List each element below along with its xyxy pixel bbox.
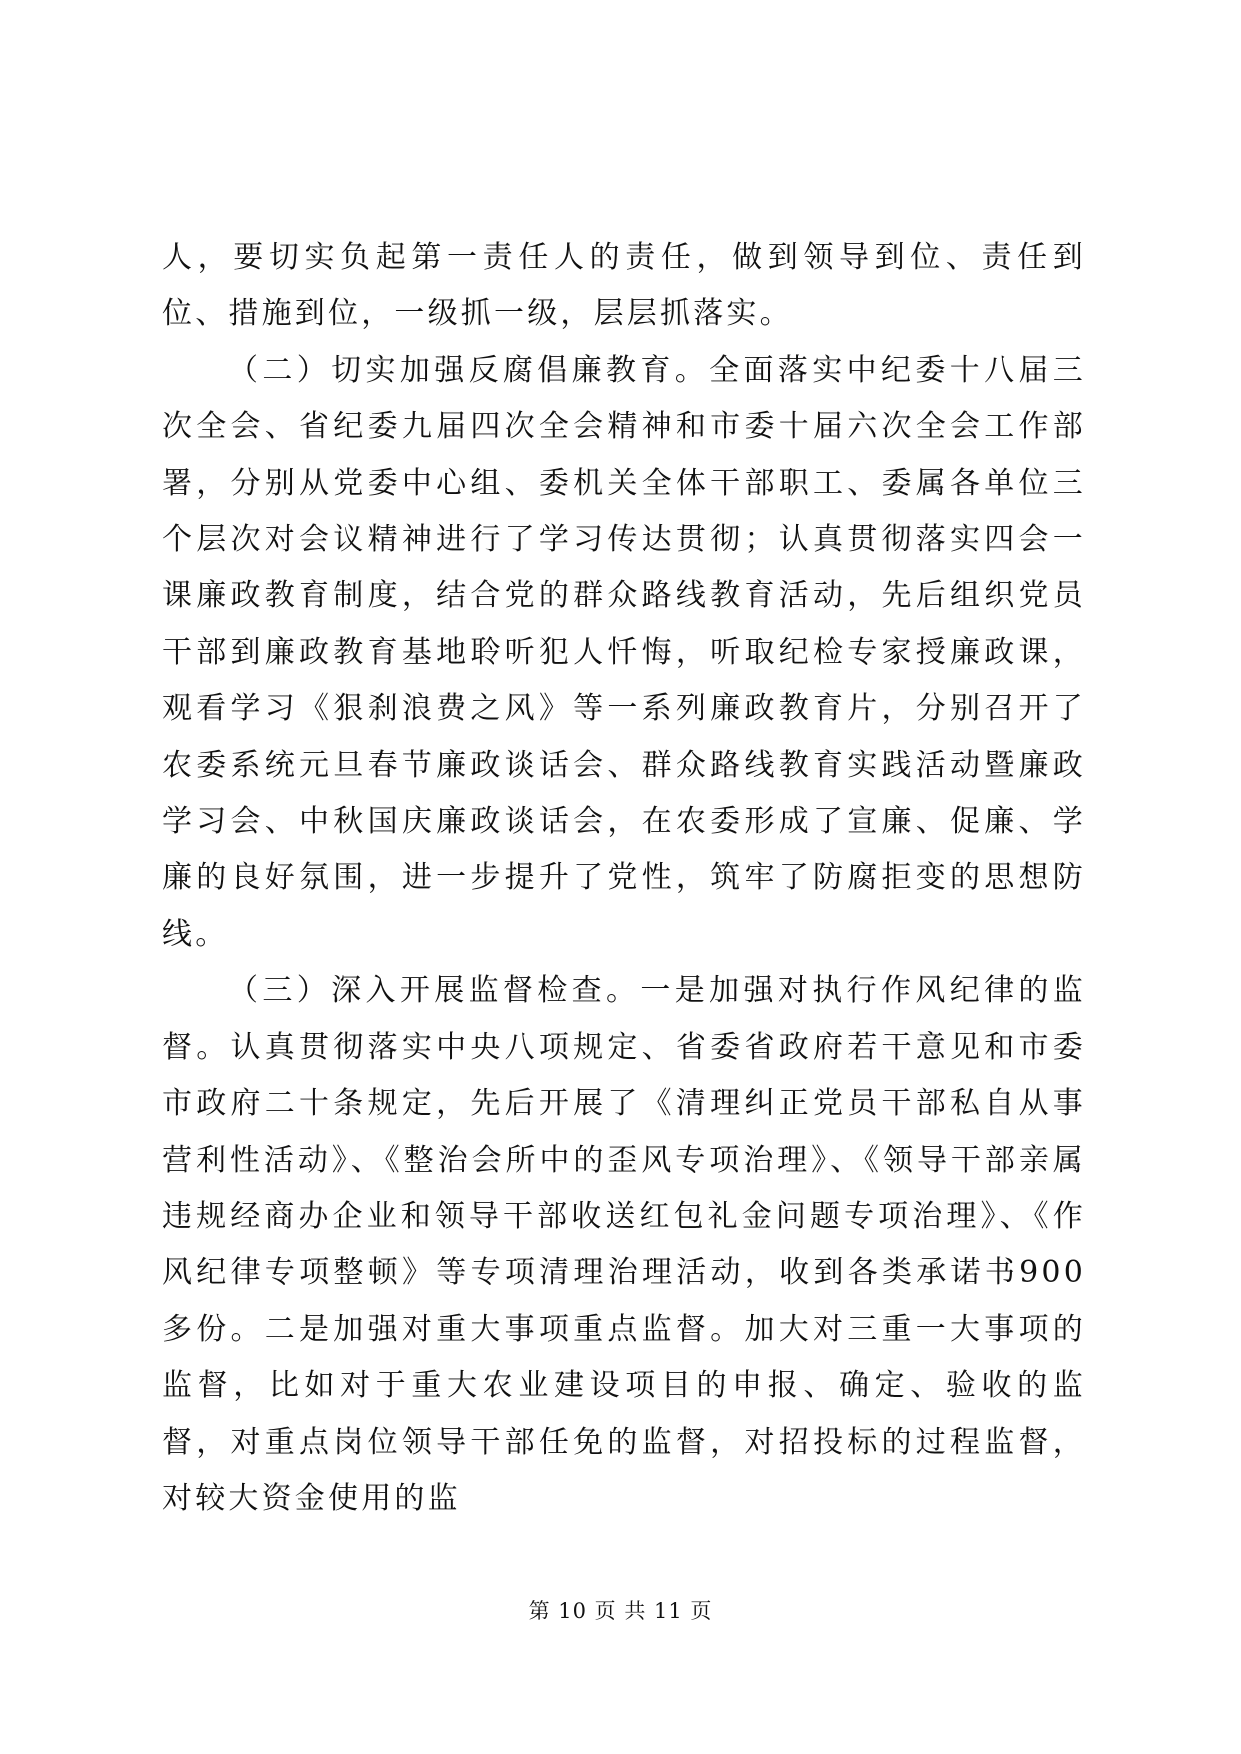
document-body xyxy=(162,230,1086,1527)
paragraph-continuation: 人，要切实负起第一责任人的责任，做到领导到位、责任到位、措施到位，一级抓一级，层层抓落实。 xyxy=(162,240,1086,332)
page-number-footer: 第 10 页 共 11 页 xyxy=(528,1599,713,1623)
paragraph-supervision-inspection: （三）深入开展监督检查。一是加强对执行作风纪律的监督。认真贯彻落实中央八项规定、省委省政府若干意见和市委市政府二十条规定，先后开展了《清理纠正党员干部私自从事营利性活动》、《整治会所中的歪风专项治理》、《领导干部亲属违规经商办企业和领导干部收送红包礼金问题专项治理》、《作风纪律专项整顿》等专项清理治理活动，收到各类承诺书900多份。二是加强对重大事项重点监督。加大对三重一大事项的监督，比如对于重大农业建设项目的申报、确定、验收的监督，对重点岗位领导干部任免的监督，对招投标的过程监督，对较大资金使用的监 xyxy=(162,973,1086,1516)
paragraph-anti-corruption-education: （二）切实加强反腐倡廉教育。全面落实中纪委十八届三次全会、省纪委九届四次全会精神和市委十届六次全会工作部署，分别从党委中心组、委机关全体干部职工、委属各单位三个层次对会议精神进行了学习传达贯彻；认真贯彻落实四会一课廉政教育制度，结合党的群众路线教育活动，先后组织党员干部到廉政教育基地聆听犯人忏悔，听取纪检专家授廉政课，观看学习《狠刹浪费之风》等一系列廉政教育片，分别召开了农委系统元旦春节廉政谈话会、群众路线教育实践活动暨廉政学习会、中秋国庆廉政谈话会，在农委形成了宣廉、促廉、学廉的良好氛围，进一步提升了党性，筑牢了防腐拒变的思想防线。 xyxy=(162,352,1086,952)
